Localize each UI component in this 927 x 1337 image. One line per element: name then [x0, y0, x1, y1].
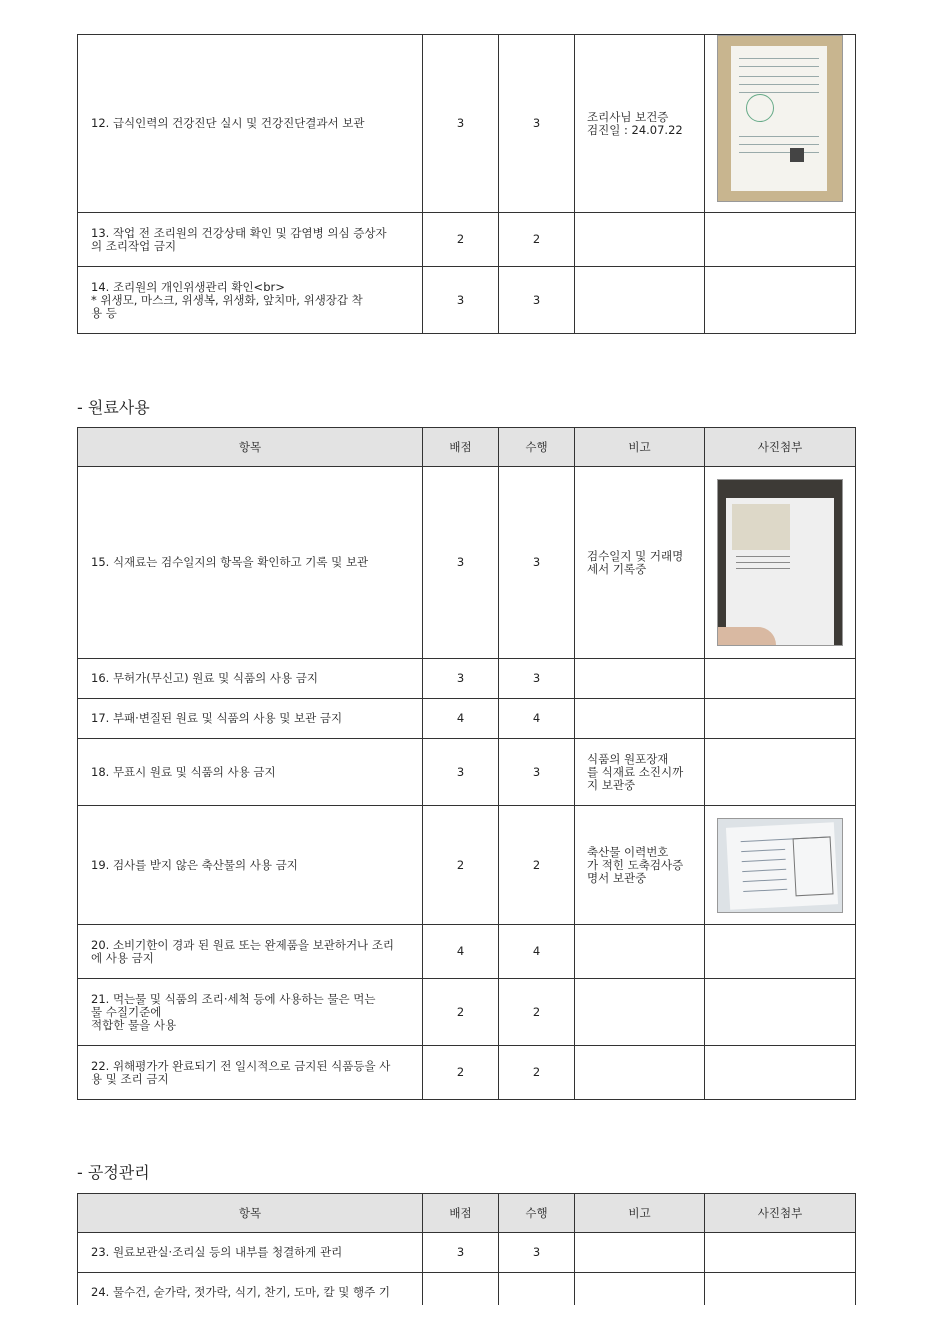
- table-row: [78, 739, 856, 806]
- header-score: 배점: [423, 1194, 499, 1233]
- score-cell: 3: [423, 467, 499, 659]
- header-photo: 사진첨부: [705, 428, 856, 467]
- photo-cell: [705, 699, 856, 739]
- done-cell: 3: [499, 1233, 575, 1273]
- score-cell: 2: [423, 1046, 499, 1100]
- note-cell: [575, 979, 705, 1046]
- score-cell: 4: [423, 699, 499, 739]
- item-cell: 16. 무허가(무신고) 원료 및 식품의 사용 금지: [78, 659, 423, 699]
- item-cell: 17. 부패·변질된 원료 및 식품의 사용 및 보관 금지: [78, 699, 423, 739]
- photo-cell: [705, 659, 856, 699]
- score-cell: 3: [423, 1233, 499, 1273]
- table-row: [78, 1046, 856, 1100]
- health-certificate-photo: [717, 35, 843, 202]
- note-cell: [575, 699, 705, 739]
- header-done: 수행: [499, 1194, 575, 1233]
- done-cell: 4: [499, 699, 575, 739]
- header-done: 수행: [499, 428, 575, 467]
- item-cell: 22. 위해평가가 완료되기 전 일시적으로 금지된 식품등을 사 용 및 조리 금지: [78, 1046, 423, 1100]
- score-cell: 3: [423, 659, 499, 699]
- note-cell: [575, 925, 705, 979]
- header-note: 비고: [575, 1194, 705, 1233]
- table-row: [78, 699, 856, 739]
- table-row: [78, 1233, 856, 1273]
- done-cell: 2: [499, 1046, 575, 1100]
- done-cell: 2: [499, 806, 575, 925]
- photo-cell: [705, 979, 856, 1046]
- done-cell: 4: [499, 925, 575, 979]
- score-cell: 2: [423, 213, 499, 267]
- hygiene-table-continued: [77, 34, 856, 334]
- note-cell: [575, 1046, 705, 1100]
- score-cell: 3: [423, 739, 499, 806]
- photo-cell: [705, 925, 856, 979]
- table-header-row: [78, 1194, 856, 1233]
- table-row: [78, 213, 856, 267]
- inspection-log-photo: [717, 479, 843, 646]
- photo-cell: [705, 213, 856, 267]
- done-cell: 2: [499, 979, 575, 1046]
- done-cell: 3: [499, 739, 575, 806]
- note-cell: 검수일지 및 거래명 세서 기록중: [575, 467, 705, 659]
- header-item: 항목: [78, 1194, 423, 1233]
- photo-cell: [705, 1046, 856, 1100]
- table-row: [78, 267, 856, 334]
- done-cell: 3: [499, 659, 575, 699]
- done-cell: 3: [499, 267, 575, 334]
- score-cell: 3: [423, 267, 499, 334]
- header-photo: 사진첨부: [705, 1194, 856, 1233]
- item-cell: 19. 검사를 받지 않은 축산물의 사용 금지: [78, 806, 423, 925]
- item-cell: 20. 소비기한이 경과 된 원료 또는 완제품을 보관하거나 조리 에 사용 금지: [78, 925, 423, 979]
- done-cell: 3: [499, 35, 575, 213]
- item-cell: 23. 원료보관실·조리실 등의 내부를 청결하게 관리: [78, 1233, 423, 1273]
- item-cell: 14. 조리원의 개인위생관리 확인<br> * 위생모, 마스크, 위생복, 위생화, 앞치마, 위생장갑 착 용 등: [78, 267, 423, 334]
- photo-cell: [705, 35, 856, 213]
- table-row: [78, 35, 856, 213]
- page-cutoff: [0, 1305, 927, 1337]
- photo-cell: [705, 267, 856, 334]
- note-cell: [575, 267, 705, 334]
- score-cell: 4: [423, 925, 499, 979]
- header-note: 비고: [575, 428, 705, 467]
- item-cell: 15. 식재료는 검수일지의 항목을 확인하고 기록 및 보관: [78, 467, 423, 659]
- item-cell: 21. 먹는물 및 식품의 조리·세척 등에 사용하는 물은 먹는 물 수질기준에 적합한 물을 사용: [78, 979, 423, 1046]
- photo-cell: [705, 739, 856, 806]
- item-cell: 24. 물수건, 숟가락, 젓가락, 식기, 찬기, 도마, 칼 및 행주 기: [78, 1273, 423, 1313]
- section-title-ingredients: - 원료사용: [77, 398, 150, 417]
- process-table: [77, 1193, 856, 1313]
- done-cell: 2: [499, 213, 575, 267]
- photo-cell: [705, 1233, 856, 1273]
- table-header-row: [78, 428, 856, 467]
- note-cell: [575, 659, 705, 699]
- table-row: [78, 925, 856, 979]
- score-cell: 2: [423, 979, 499, 1046]
- note-cell: 조리사님 보건증 검진일 : 24.07.22: [575, 35, 705, 213]
- item-cell: 13. 작업 전 조리원의 건강상태 확인 및 감염병 의심 증상자 의 조리작업 금지: [78, 213, 423, 267]
- score-cell: 2: [423, 806, 499, 925]
- header-score: 배점: [423, 428, 499, 467]
- note-cell: [575, 1233, 705, 1273]
- table-row: [78, 979, 856, 1046]
- note-cell: [575, 213, 705, 267]
- score-cell: 3: [423, 35, 499, 213]
- slaughter-certificate-photo: [717, 818, 843, 913]
- note-cell: 축산물 이력번호 가 적힌 도축검사증 명서 보관중: [575, 806, 705, 925]
- table-row: [78, 659, 856, 699]
- photo-cell: [705, 806, 856, 925]
- photo-cell: [705, 467, 856, 659]
- item-cell: 12. 급식인력의 건강진단 실시 및 건강진단결과서 보관: [78, 35, 423, 213]
- item-cell: 18. 무표시 원료 및 식품의 사용 금지: [78, 739, 423, 806]
- done-cell: 3: [499, 467, 575, 659]
- ingredients-table: [77, 427, 856, 1100]
- header-item: 항목: [78, 428, 423, 467]
- section-title-process: - 공정관리: [77, 1163, 150, 1182]
- note-cell: 식품의 원포장재 를 식재료 소진시까 지 보관중: [575, 739, 705, 806]
- table-row: [78, 467, 856, 659]
- table-row: [78, 806, 856, 925]
